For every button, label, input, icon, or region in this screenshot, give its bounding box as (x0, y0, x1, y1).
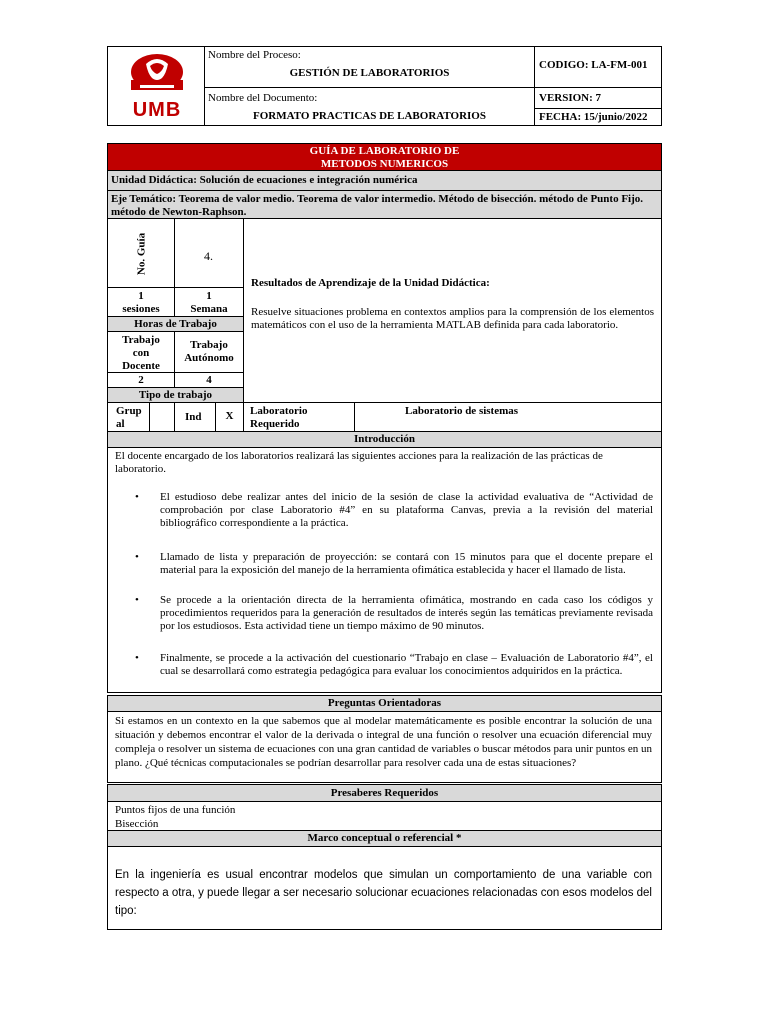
thematic-axis (107, 190, 662, 219)
intro-lead: El docente encargado de los laboratorios realizará las siguientes acciones para la realización de las prácticas de laboratorio. (115, 450, 603, 475)
questions-title: Preguntas Orientadoras (327, 697, 442, 709)
intro-bullet-3: Se procede a la orientación directa de la herramienta ofimática, mostrando en cada caso los códigos y procedimientos requeridos para la generación de resultados de interés según las temáticas previamente revisada por los estudiosos. Esta actividad tiene un tiempo máximo de 90 minutos. (160, 594, 653, 632)
lab-required-value-cell (354, 402, 662, 432)
date-cell (534, 108, 662, 126)
framework-title-cell (107, 830, 662, 847)
framework-body (107, 846, 662, 930)
learning-outcomes-cell (243, 218, 662, 403)
hours-label-cell (107, 316, 244, 332)
intro-bullet-2: Llamado de lista y preparación de proyección: se contará con 15 minutos para que el docente prepare el material para la exposición del manejo de la herramienta ofimática establecida y hacer el llamado de lista. (160, 551, 653, 576)
intro-title: Introducción (354, 433, 415, 445)
bullet-icon: • (135, 491, 139, 503)
document-date: FECHA: 15/junio/2022 (539, 111, 648, 123)
questions-body (107, 711, 662, 783)
ind-cell (174, 402, 216, 432)
work-type-label: Tipo de trabajo (138, 389, 213, 401)
process-cell (204, 46, 535, 88)
teacher-hours-cell (107, 372, 175, 388)
process-label: Nombre del Proceso: (208, 49, 301, 61)
guide-title-line1: GUÍA DE LABORATORIO DE (309, 145, 460, 157)
logo-text: UMB (132, 99, 182, 121)
ind-mark-cell (215, 402, 244, 432)
prereqs-title: Presaberes Requeridos (330, 787, 439, 799)
autonomous-work-cell (174, 331, 244, 373)
intro-bullet-1: El estudioso debe realizar antes del inicio de la sesión de clase la actividad evaluativa de “Actividad de comprobación por clase Laboratorio #4” en su plataforma Canvas, previa a la revisión del material bibliográfico correspondiente a la práctica. (160, 491, 653, 529)
document-cell (204, 87, 535, 126)
intro-bullet-4: Finalmente, se procede a la activación del cuestionario “Trabajo en clase – Evaluación de Laboratorio #4”, el cual se desarrollará como estrategia pedagógica para evaluar los conocimientos adquiridos en la práctica. (160, 652, 653, 677)
questions-title-cell (107, 695, 662, 712)
guide-title-line2: METODOS NUMERICOS (320, 158, 449, 170)
framework-title: Marco conceptual o referencial * (307, 832, 462, 844)
sessions-cell (107, 287, 175, 317)
header-logo-cell (107, 46, 205, 126)
didactic-unit (107, 170, 662, 191)
document-name: FORMATO PRACTICAS DE LABORATORIOS (253, 110, 486, 122)
group-cell (107, 402, 150, 432)
guide-no-label-cell (107, 218, 175, 288)
autonomous-work-label: Trabajo Autónomo (184, 339, 234, 364)
prereq-item: Bisección (115, 818, 159, 830)
questions-text: Si estamos en un contexto en la que sabemos que al modelar matemáticamente es posible encontrar la solución de una situación y debemos encontrar el valor de la derivada o integral de una función o resolver una ecuación diferencial muy compleja o resolver un sistema de ecuaciones con una gran cantidad de variables o buscar métodos para unir puntos en un plano. ¿Qué técnicas computacionales se podrían desarrollar para resolver cada una de estas situaciones? (115, 715, 652, 769)
didactic-unit-text: Unidad Didáctica: Solución de ecuaciones e integración numérica (111, 174, 418, 186)
guide-title (107, 143, 662, 171)
sessions-value: 1 (138, 290, 144, 302)
document-version: VERSION: 7 (539, 92, 602, 104)
teacher-hours: 2 (138, 374, 144, 386)
ind-label: Ind (185, 411, 202, 423)
group-mark-cell (149, 402, 175, 432)
learning-outcomes-title: Resultados de Aprendizaje de la Unidad Didáctica: (251, 277, 490, 289)
framework-text: En la ingeniería es usual encontrar modelos que simulan un comportamiento de una variable con respecto a otra, y puede llegar a ser necesario solucionar ecuaciones relacionadas con esos modelos del tipo: (115, 869, 652, 917)
process-name: GESTIÓN DE LABORATORIOS (289, 67, 450, 79)
intro-title-cell (107, 431, 662, 448)
document-label: Nombre del Documento: (208, 92, 318, 104)
ind-mark: X (225, 410, 234, 422)
code-cell (534, 46, 662, 88)
intro-body (107, 447, 662, 693)
lab-required-value: Laboratorio de sistemas (405, 405, 519, 417)
prereq-item: Puntos fijos de una función (115, 804, 236, 816)
lab-required-label-cell (243, 402, 355, 432)
hours-label: Horas de Trabajo (134, 318, 217, 330)
week-cell (174, 287, 244, 317)
teacher-work-cell (107, 331, 175, 373)
autonomous-hours: 4 (206, 374, 212, 386)
guide-no-value-cell (174, 218, 244, 288)
work-type-label-cell (107, 387, 244, 403)
sessions-label: sesiones (122, 303, 160, 315)
group-label: Grup al (116, 405, 142, 430)
lab-required-label: Laboratorio Requerido (250, 405, 308, 430)
learning-outcomes-text: Resuelve situaciones problema en contextos amplios para la comprensión de los elementos matemáticos con el uso de la herramienta MATLAB definida para cada laboratorio. (251, 306, 654, 331)
prereqs-title-cell (107, 784, 662, 802)
thematic-axis-text: Eje Temático: Teorema de valor medio. Teorema de valor intermedio. Método de bisección. método de Punto Fijo. método de Newton-Raphson. (111, 193, 644, 218)
guide-no-label: No. Guía (135, 232, 148, 276)
bullet-icon: • (135, 551, 139, 563)
prereqs-body (107, 801, 662, 831)
autonomous-hours-cell (174, 372, 244, 388)
teacher-work-label: Trabajo con Docente (122, 334, 160, 372)
document-code: CODIGO: LA-FM-001 (539, 59, 648, 71)
week-label: Semana (190, 303, 228, 315)
bullet-icon: • (135, 652, 139, 664)
week-value: 1 (206, 290, 212, 302)
umb-logo-icon (122, 52, 192, 100)
bullet-icon: • (135, 594, 139, 606)
guide-no-value: 4. (204, 249, 213, 263)
version-cell (534, 87, 662, 109)
